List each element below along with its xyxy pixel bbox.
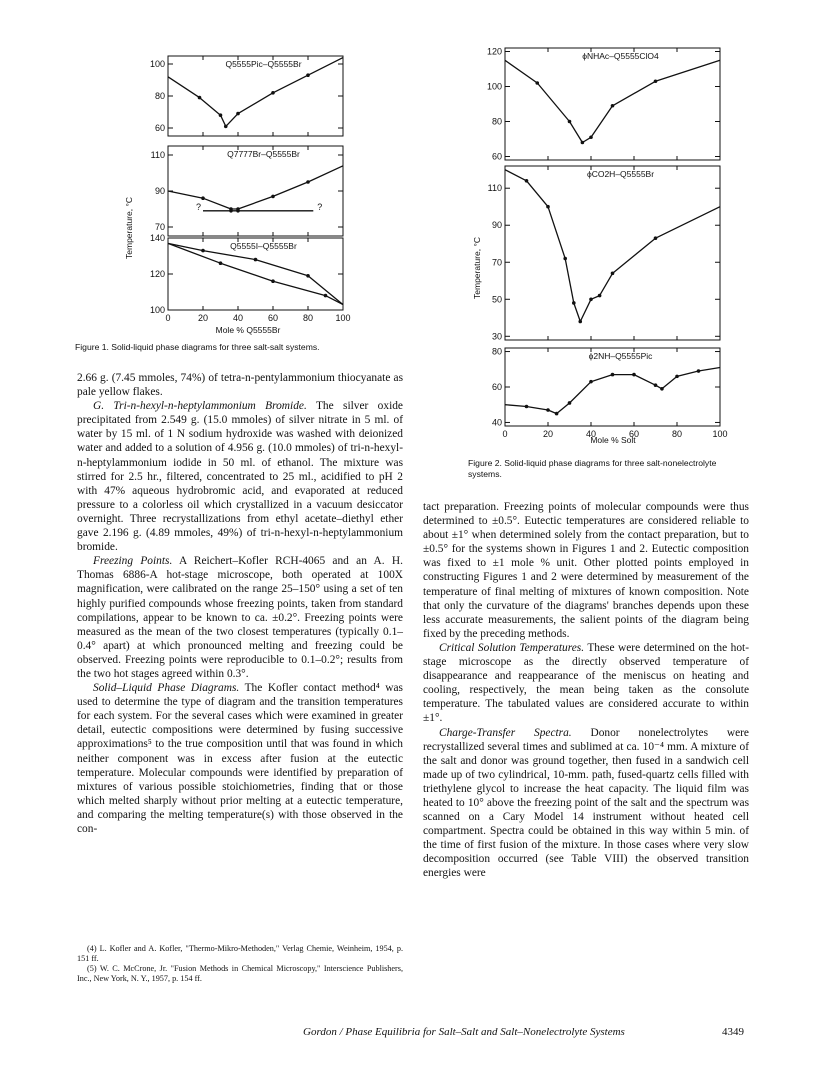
data-point	[525, 179, 529, 183]
data-point	[611, 272, 615, 276]
data-point	[224, 125, 228, 129]
data-point	[525, 405, 529, 409]
x-tick-label: 40	[232, 313, 244, 323]
phase-diagram-panel	[492, 347, 728, 439]
data-point	[306, 73, 310, 77]
footnotes	[77, 944, 403, 984]
series-line	[505, 170, 720, 322]
data-point	[219, 261, 223, 265]
data-point	[271, 195, 275, 199]
paragraph-body: The silver oxide precipitated from 2.549 g. (15.0 mmoles) of silver nitrate in 5 ml. of water by 15 ml. of 1 N sodium hydroxide was washed with deionized water and added to a solution of 4.956 g. (10.0 mmoles) of tri-n-hexyl-n-heptylammonium iodide in 50 ml. of ethanol. The mixture was stirred for 2.5 hr., filtered, concentrated to 25 ml., acidified to pH 2 with 47% aqueous hydrobromic acid, and evaporated at reduced pressure to a colorless oil which crystallized in a vacuum desiccator overnight. Three recrystallizations from ethyl acetate–diethyl ether gave 2.196 g. (4.89 mmoles, 49%) of tri-n-hexyl-n-heptylammonium bromide.	[77, 400, 403, 554]
data-point	[598, 294, 602, 298]
data-point	[660, 387, 664, 391]
x-tick-label: 40	[585, 429, 597, 439]
x-tick-label: 20	[542, 429, 554, 439]
y-tick-label: 60	[491, 382, 502, 392]
paragraph-heading: Freezing Points.	[93, 555, 173, 568]
panel-title: ϕNHAc–Q5555ClO4	[582, 51, 659, 61]
y-tick-label: 120	[149, 269, 165, 279]
series-line	[168, 243, 343, 304]
y-tick-label: 80	[154, 91, 165, 101]
data-point	[546, 408, 550, 412]
series-line	[505, 60, 720, 142]
right-column	[423, 500, 749, 881]
data-point	[581, 141, 585, 145]
data-point	[201, 249, 205, 253]
paragraph: 2.66 g. (7.45 mmoles, 74%) of tetra-n-pentylammonium thiocyanate as pale yellow flakes.	[77, 372, 403, 399]
phase-diagram-panel	[150, 56, 343, 136]
data-point	[578, 320, 582, 324]
paragraph-heading: G. Tri-n-hexyl-n-heptylammonium Bromide.	[93, 400, 307, 413]
left-column	[77, 371, 403, 836]
paragraph	[77, 399, 403, 554]
panel-frame	[505, 166, 720, 340]
data-point	[697, 369, 701, 373]
series-line	[168, 243, 343, 304]
data-point	[611, 373, 615, 377]
paragraph-body: A Reichert–Kofler RCH-4065 and an A. H. Thomas 6886-A hot-stage microscope, both operated at 100X magnification, were calibrated on the range 25–150° using a set of ten highly purified compounds whose freezing points, taken from standard compilations, appear to be known to ca. ±0.2°. Freezing points were measured as the mean of the two closest temperatures (typically 0.1–0.4° apart) at which pronounced melting and freezing could be observed. Freezing points were reproducible to 0.1–0.2°; results from the two hot stages agreed within 0.3°.	[77, 555, 403, 680]
y-tick-label: 110	[487, 183, 502, 194]
data-point	[546, 205, 550, 209]
page-number: 4349	[722, 1026, 744, 1038]
figure-2-caption: Figure 2. Solid-liquid phase diagrams for three salt-nonelectrolyte systems.	[468, 458, 717, 479]
data-point	[589, 380, 593, 384]
figure-2-y-axis-label: Temperature, °C	[472, 237, 482, 299]
data-point	[568, 401, 572, 405]
panel-frame	[168, 146, 343, 236]
figure-2	[470, 38, 740, 448]
data-point	[654, 79, 658, 83]
data-point	[535, 81, 539, 85]
footnote: (5) W. C. McCrone, Jr. "Fusion Methods in Chemical Microscopy," Interscience Publishers, Inc., New York, N. Y., 1957, p. 154 ff.	[77, 964, 403, 983]
data-point	[654, 236, 658, 240]
y-tick-label: 70	[491, 257, 502, 268]
paragraph	[423, 726, 749, 881]
y-tick-label: 60	[491, 151, 502, 162]
x-tick-label: 0	[502, 429, 508, 439]
paragraph-body: These were determined on the hot-stage microscope as the directly observed temperature of disappearance and reappearance of the meniscus on heating and cooling, respectively, the mean being taken as the consolute temperature. The tabulated values are considered accurate to within ±1°.	[423, 641, 749, 725]
data-point	[254, 258, 258, 262]
paragraph	[77, 681, 403, 836]
x-tick-label: 20	[197, 313, 209, 323]
paragraph: tact preparation. Freezing points of molecular compounds were thus determined to ±0.5°. Eutectic temperatures are considered reliable to about ±1° when determined solely from the contact preparation, but to ±0.5° for the systems shown in Figures 1 and 2. Eutectic composition was fixed to ±1 mole % unit. Other plotted points employed in constructing Figures 1 and 2 were determined by measurement of the temperature of final melting of mixtures of known composition. Note that only the curvature of the diagrams' branches depends upon these less accurate measurements, the salient points of the diagram being fixed by the preceding methods.	[423, 501, 749, 640]
y-tick-label: 120	[486, 46, 502, 57]
x-tick-label: 100	[712, 429, 728, 439]
y-tick-label: 80	[491, 116, 502, 127]
annotation: ?	[196, 201, 202, 212]
figure-1-x-axis-label: Mole % Q5555Br	[215, 325, 281, 335]
y-tick-label: 110	[150, 150, 165, 160]
paragraph	[423, 641, 749, 726]
y-tick-label: 140	[149, 233, 165, 243]
data-point	[589, 297, 593, 301]
x-tick-label: 80	[302, 313, 314, 323]
panel-title: Q5555Pic–Q5555Br	[225, 59, 302, 69]
data-point	[632, 373, 636, 377]
data-point	[236, 112, 240, 116]
paragraph-body: The Kofler contact method⁴ was used to determine the type of diagram and the transition temperatures for each system. For the several cases which were examined in greater detail, eutectic compositions were determined by fusing successive approximations⁵ to the true composition until that was found in which neither component was in excess after fusion at the eutectic temperature. Molecular compounds were identified by preparation of mixtures of various possible stoichiometries, finding that or those which melted sharply without prior melting at a eutectic temperature, and comparing the melting temperature(s) with those observed in the con-	[77, 682, 403, 835]
data-point	[675, 375, 679, 379]
data-point	[654, 383, 658, 387]
figure-1-y-axis-label: Temperature, °C	[124, 197, 134, 259]
x-tick-label: 100	[335, 313, 351, 323]
data-point	[611, 104, 615, 108]
x-tick-label: 60	[628, 429, 640, 439]
x-tick-label: 0	[165, 313, 171, 323]
figure-2-x-axis-label: Mole % Solt	[590, 435, 636, 445]
data-point	[563, 257, 567, 261]
y-tick-label: 100	[149, 59, 165, 69]
x-tick-label: 60	[267, 313, 279, 323]
phase-diagram-panel	[151, 146, 343, 236]
phase-diagram-panel	[487, 47, 720, 162]
data-point	[555, 412, 559, 416]
y-tick-label: 40	[491, 417, 502, 428]
y-tick-label: 100	[486, 81, 502, 92]
paragraph-heading: Solid–Liquid Phase Diagrams.	[93, 682, 240, 695]
data-point	[306, 274, 310, 278]
y-tick-label: 100	[149, 305, 165, 315]
data-point	[229, 209, 233, 213]
phase-diagram-panel	[488, 166, 720, 341]
y-tick-label: 60	[154, 123, 165, 133]
data-point	[219, 113, 223, 117]
y-tick-label: 50	[491, 294, 502, 305]
annotation: ?	[317, 201, 323, 212]
panel-title: ϕ2NH–Q5555Pic	[588, 351, 653, 361]
paragraph	[77, 554, 403, 681]
data-point	[198, 96, 202, 100]
data-point	[572, 301, 576, 305]
y-tick-label: 70	[154, 222, 165, 232]
y-tick-label: 80	[491, 346, 502, 357]
data-point	[324, 294, 328, 298]
data-point	[271, 91, 275, 95]
paragraph-heading: Charge-Transfer Spectra.	[439, 726, 572, 739]
paragraph-body: Donor nonelectrolytes were recrystallized several times and sublimed at ca. 10⁻⁴ mm. A mixture of the salt and donor was ground together, then fused in a sandwich cell made up of two cylindrical, 10-mm. path, fused-quartz cells filled with triethylene glycol to increase the heat capacity. The liquid film was heated to 10° above the freezing point of the salt and the spectrum was scanned on a Cary Model 14 instrument without heated cell compartment. Spectra could be obtained in this way within 5 min. of the time of first fusion of the mixture. In those cases where very slow decomposition occurred (see Table VIII) the observed transition energies were	[423, 726, 749, 880]
y-tick-label: 90	[154, 186, 165, 196]
data-point	[568, 120, 572, 124]
y-tick-label: 30	[491, 331, 502, 342]
figure-1	[118, 48, 358, 338]
panel-title: Q5555I–Q5555Br	[230, 241, 297, 251]
data-point	[306, 180, 310, 184]
footnote: (4) L. Kofler and A. Kofler, "Thermo-Mikro-Methoden," Verlag Chemie, Weinheim, 1954, p. 151 ff.	[77, 944, 403, 963]
x-tick-label: 80	[671, 429, 683, 439]
y-tick-label: 90	[491, 220, 502, 231]
phase-diagram-panel	[150, 233, 351, 323]
figure-1-caption: Figure 1. Solid-liquid phase diagrams for three salt-salt systems.	[75, 342, 320, 352]
panel-title: ϕCO2H–Q5555Br	[586, 169, 655, 179]
data-point	[589, 135, 593, 139]
running-title: Gordon / Phase Equilibria for Salt–Salt and Salt–Nonelectrolyte Systems	[303, 1026, 625, 1038]
data-point	[201, 196, 205, 200]
paragraph-heading: Critical Solution Temperatures.	[439, 641, 585, 654]
data-point	[236, 209, 240, 213]
data-point	[271, 279, 275, 283]
panel-title: Q7777Br–Q5555Br	[227, 149, 300, 159]
